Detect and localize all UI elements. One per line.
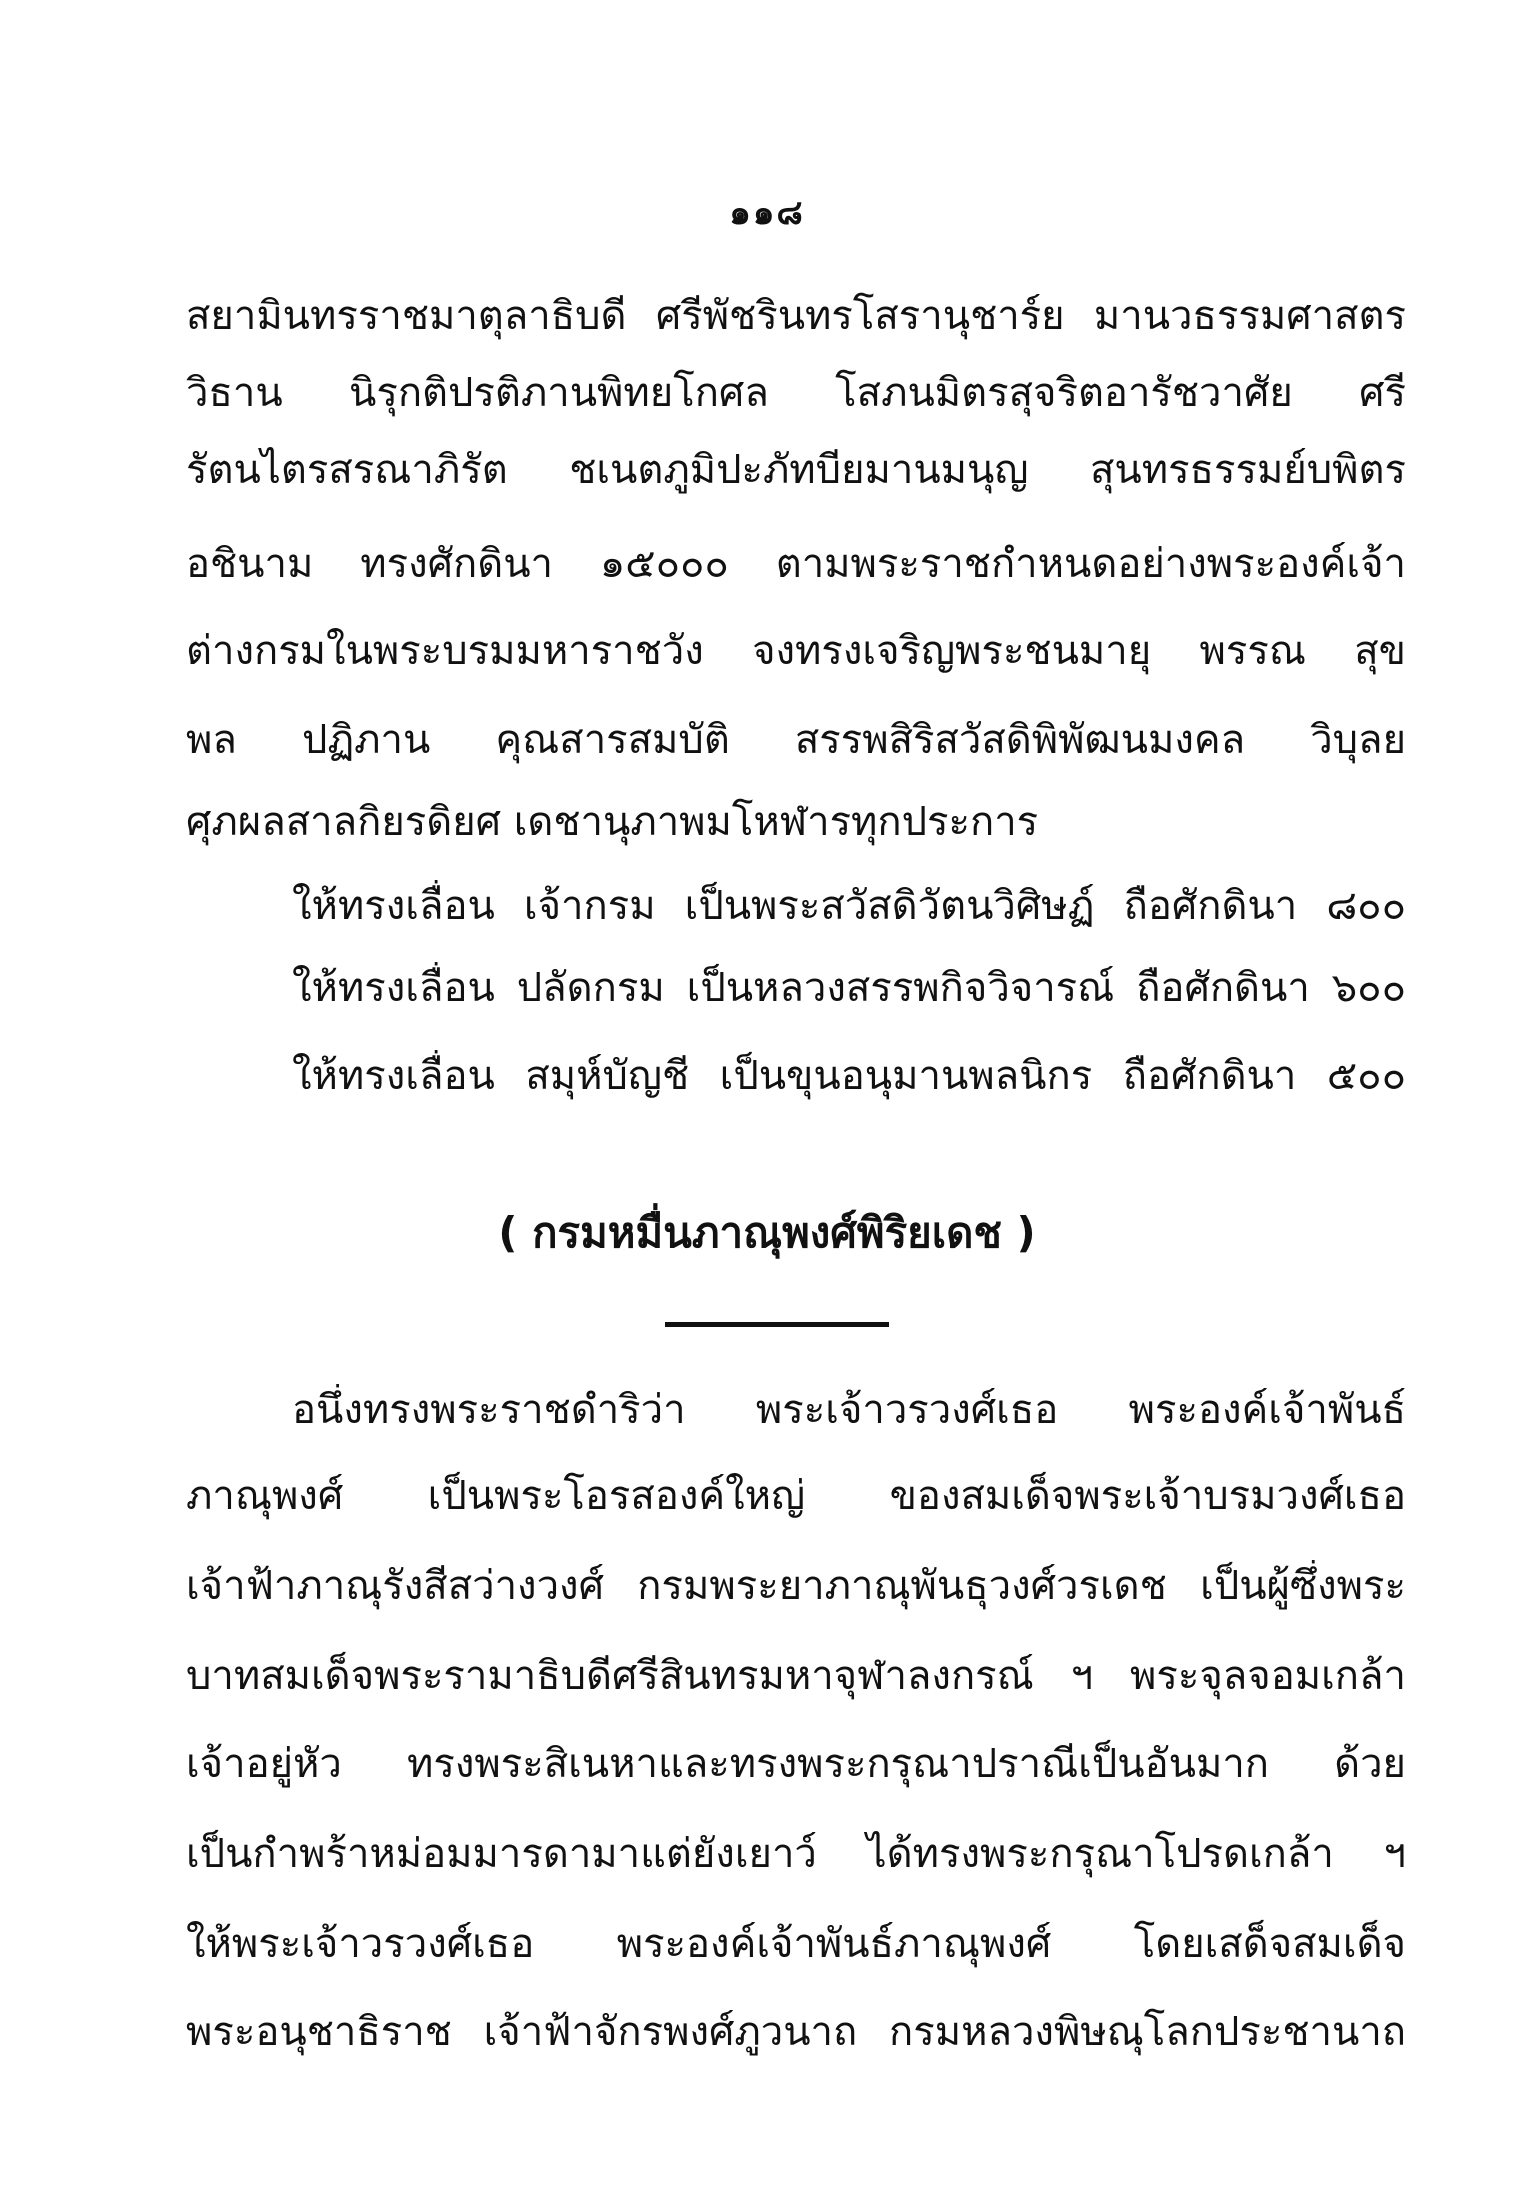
text-line: ภาณุพงศ์ เป็นพระโอรสองค์ใหญ่ ของสมเด็จพระเจ้าบรมวงศ์เธอ (186, 1473, 1406, 1519)
text-line: เจ้าอยู่หัว ทรงพระสิเนหาและทรงพระกรุณาปราณีเป็นอันมาก ด้วย (186, 1741, 1406, 1787)
text-line: อนึ่งทรงพระราชดำริว่า พระเจ้าวรวงศ์เธอ พระองค์เจ้าพันธ์ (292, 1387, 1406, 1433)
text-line: ต่างกรมในพระบรมมหาราชวัง จงทรงเจริญพระชนมายุ พรรณ สุข (186, 628, 1406, 674)
text-line: เป็นกำพร้าหม่อมมารดามาแต่ยังเยาว์ ได้ทรงพระกรุณาโปรดเกล้า ฯ (186, 1831, 1406, 1877)
text-line: วิธาน นิรุกติปรติภานพิทยโกศล โสภนมิตรสุจริตอารัชวาศัย ศรี (186, 370, 1406, 416)
heading-divider (665, 1322, 889, 1327)
text-line: รัตนไตรสรณาภิรัต ชเนตภูมิปะภัทบียมานมนุญ สุนทรธรรมย์บพิตร (186, 447, 1406, 493)
text-line: พล ปฏิภาน คุณสารสมบัติ สรรพสิริสวัสดิพิพัฒนมงคล วิบุลย (186, 717, 1406, 763)
appointment-item: ให้ทรงเลื่อน เจ้ากรม เป็นพระสวัสดิวัตนวิศิษฏ์ ถือศักดินา ๘๐๐ (292, 883, 1406, 929)
text-line: สยามินทรราชมาตุลาธิบดี ศรีพัชรินทรโสรานุชาร์ย มานวธรรมศาสตร (186, 293, 1406, 339)
page-number: ๑๑๘ (729, 193, 805, 233)
text-line: อชินาม ทรงศักดินา ๑๕๐๐๐ ตามพระราชกำหนดอย่างพระองค์เจ้า (186, 541, 1406, 587)
text-line: บาทสมเด็จพระรามาธิบดีศรีสินทรมหาจุฬาลงกรณ์ ฯ พระจุลจอมเกล้า (186, 1653, 1406, 1699)
appointment-item: ให้ทรงเลื่อน ปลัดกรม เป็นหลวงสรรพกิจวิจารณ์ ถือศักดินา ๖๐๐ (292, 965, 1406, 1011)
appointment-item: ให้ทรงเลื่อน สมุห์บัญชี เป็นขุนอนุมานพลนิกร ถือศักดินา ๕๐๐ (292, 1053, 1406, 1099)
text-line: เจ้าฟ้าภาณุรังสีสว่างวงศ์ กรมพระยาภาณุพันธุวงศ์วรเดช เป็นผู้ซึ่งพระ (186, 1563, 1406, 1609)
text-line: ศุภผลสาลกิยรดิยศ เดชานุภาพมโหฬารทุกประการ (186, 799, 1039, 845)
text-line: พระอนุชาธิราช เจ้าฟ้าจักรพงศ์ภูวนาถ กรมหลวงพิษณุโลกประชานาถ (186, 2009, 1406, 2055)
section-heading: ( กรมหมื่นภาณุพงศ์พิริยเดช ) (498, 1208, 1036, 1257)
text-line: ให้พระเจ้าวรวงศ์เธอ พระองค์เจ้าพันธ์ภาณุพงศ์ โดยเสด็จสมเด็จ (186, 1921, 1406, 1967)
